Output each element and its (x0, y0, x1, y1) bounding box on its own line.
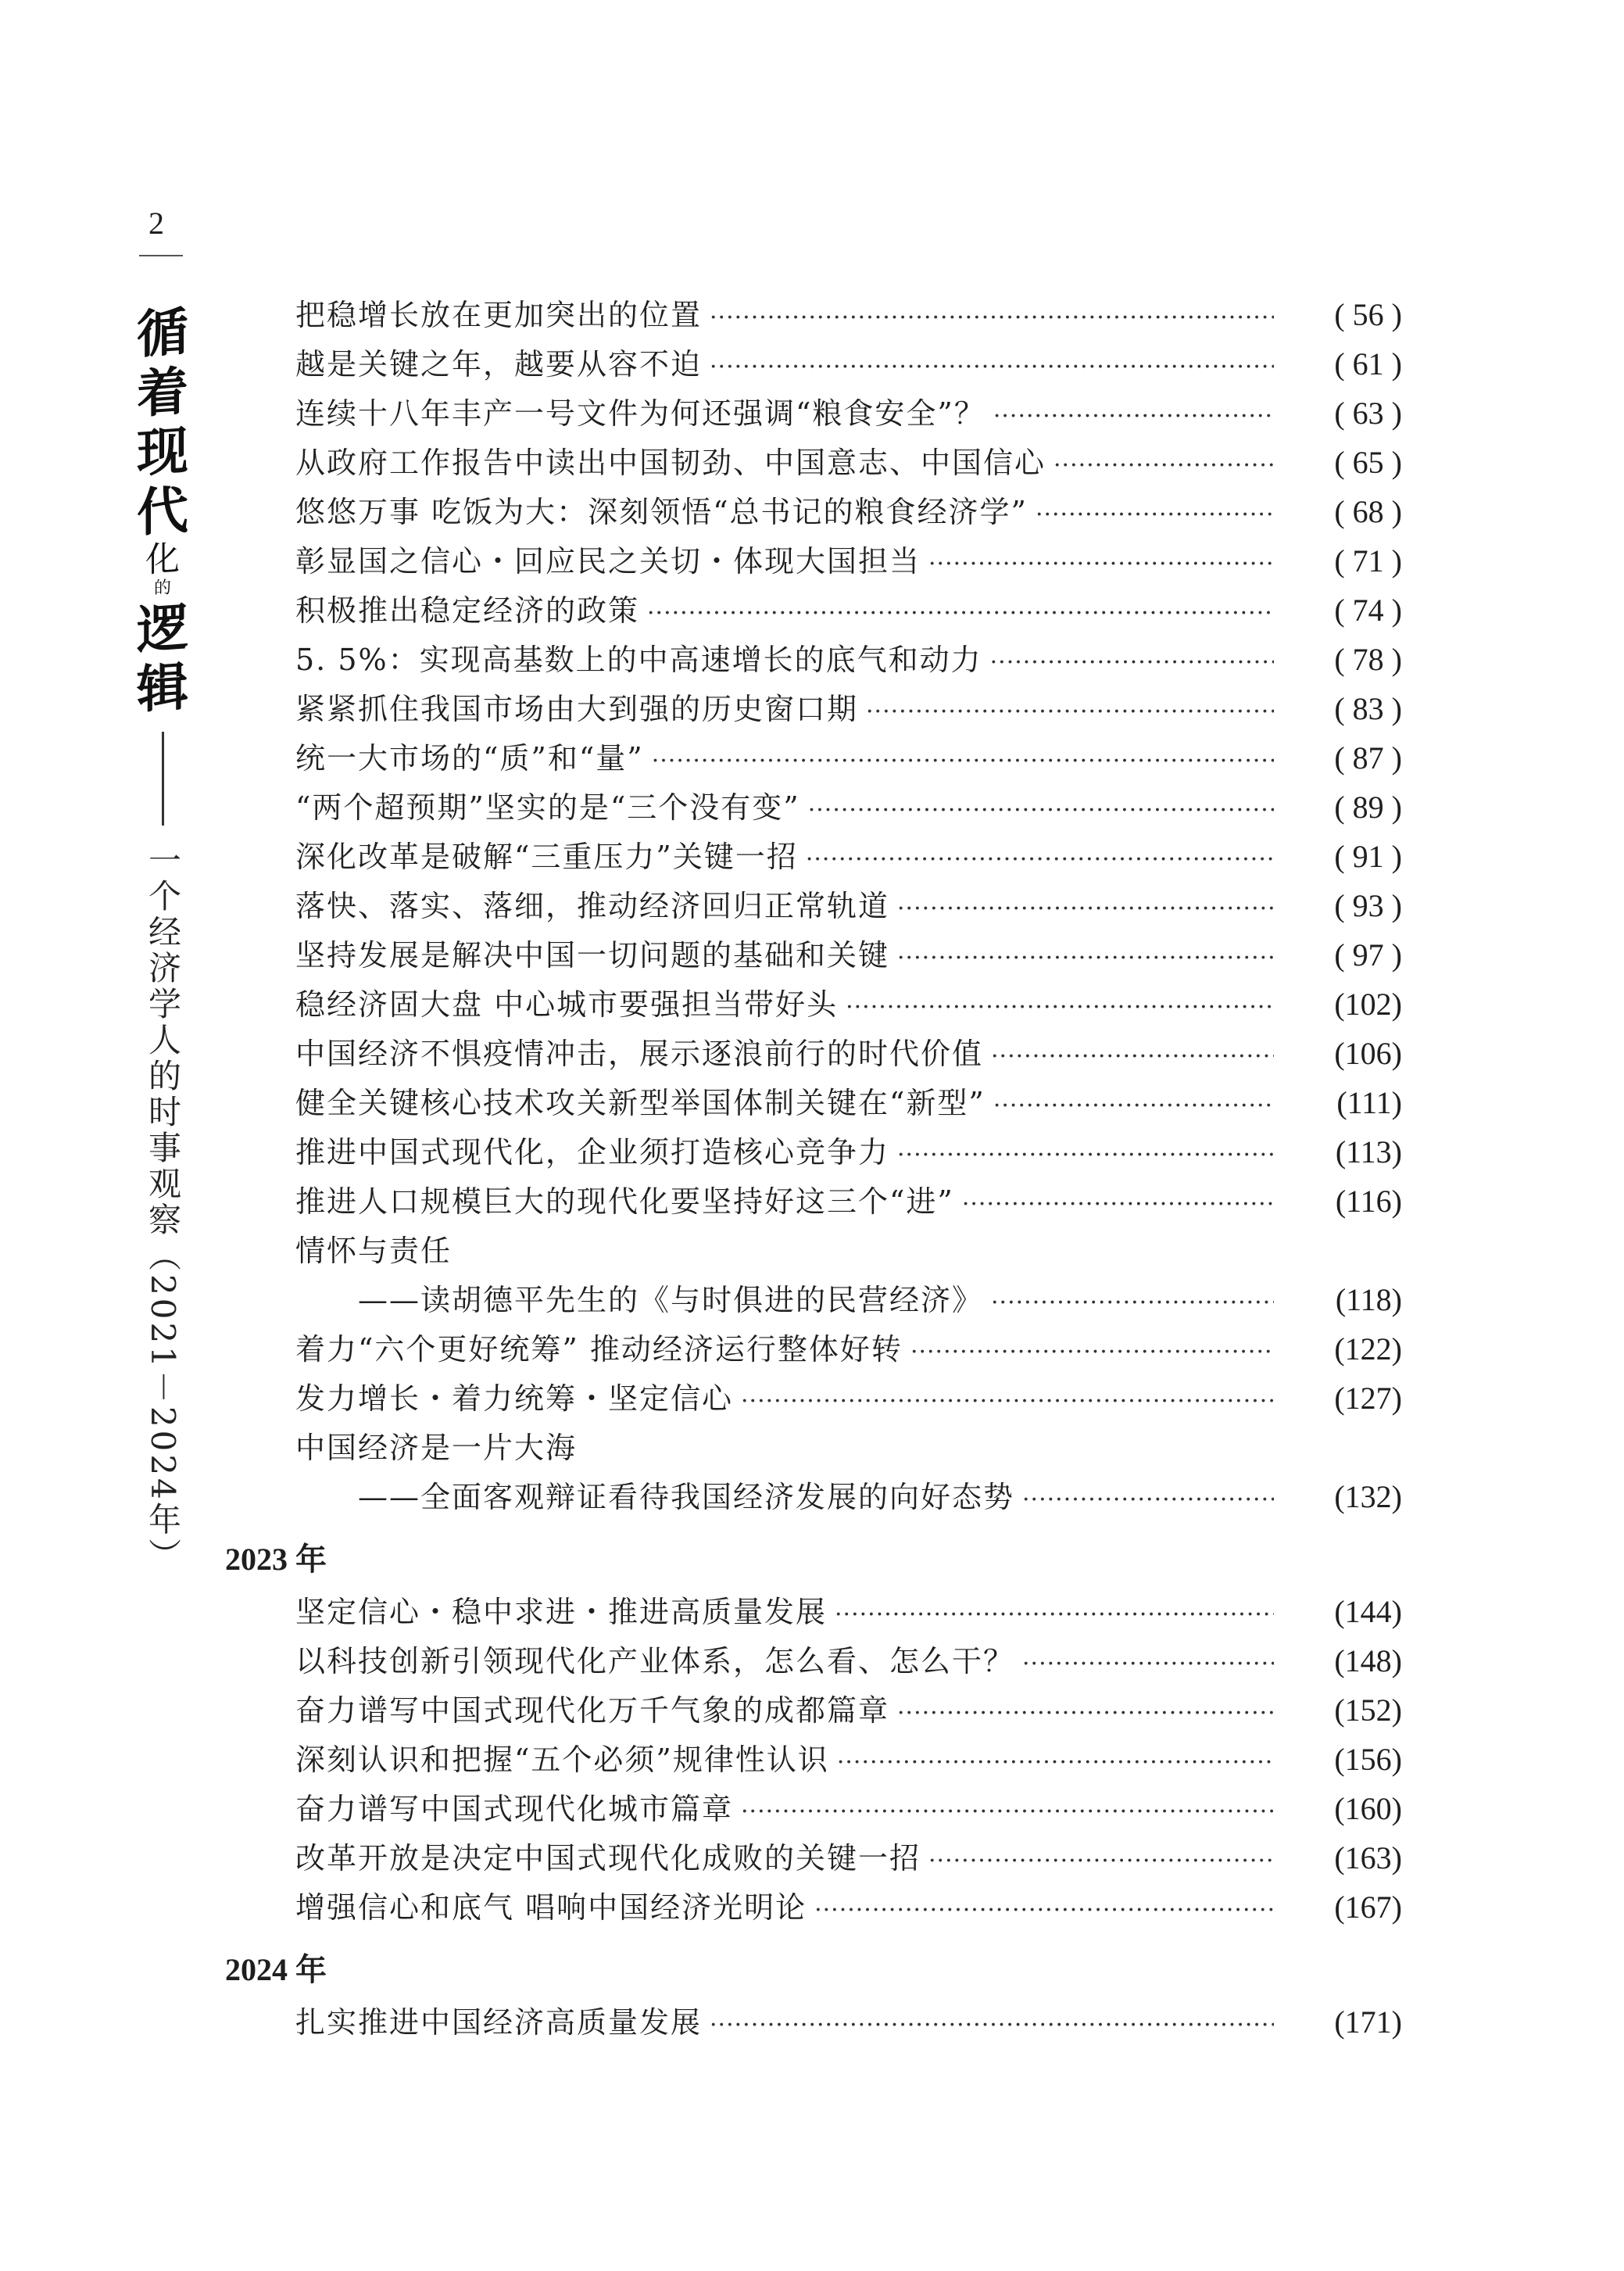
dot-leader (897, 895, 1274, 922)
entry-title: 着力“六个更好统筹” 推动经济运行整体好转 (295, 1332, 903, 1367)
dot-leader (652, 747, 1274, 775)
dot-leader (710, 353, 1274, 381)
dot-leader (647, 600, 1274, 627)
entry-page: (102) (1334, 987, 1402, 1022)
dot-leader (835, 1601, 1274, 1628)
toc-entry[interactable] (225, 1785, 1402, 1834)
entry-title: 连续十八年丰产一号文件为何还强调“粮食安全”？ (295, 396, 985, 431)
entry-subtitle: ——读胡德平先生的《与时俱进的民营经济》 (358, 1283, 984, 1317)
dot-leader (866, 698, 1274, 725)
entry-title: 紧紧抓住我国市场由大到强的历史窗口期 (295, 692, 859, 726)
entry-title: 以科技创新引领现代化产业体系，怎么看、怎么干？ (295, 1644, 1015, 1678)
toc-entry[interactable] (225, 1177, 1402, 1227)
title-char: 化 (145, 538, 180, 581)
dot-leader (897, 1700, 1274, 1727)
entry-page: ( 91 ) (1334, 839, 1402, 874)
toc-entry[interactable] (225, 1374, 1402, 1424)
entry-title: 坚定信心・稳中求进・推进高质量发展 (295, 1595, 828, 1629)
entry-page: (160) (1334, 1791, 1402, 1826)
dot-leader (1036, 501, 1274, 528)
toc-entry[interactable] (225, 340, 1402, 389)
entry-title: 稳经济固大盘 中心城市要强担当带好头 (295, 987, 839, 1022)
entry-title: “两个超预期”坚实的是“三个没有变” (295, 790, 800, 825)
title-char: 辑 (137, 655, 188, 721)
entry-title: 从政府工作报告中读出中国韧劲、中国意志、中国信心 (295, 446, 1046, 480)
dot-leader (897, 944, 1274, 972)
dot-leader (846, 994, 1274, 1021)
dot-leader (1022, 1650, 1274, 1678)
toc-entry[interactable] (225, 439, 1402, 488)
title-char: 的 (153, 578, 171, 599)
dot-leader (741, 1798, 1274, 1825)
dot-leader (962, 1191, 1274, 1218)
toc-entry[interactable] (225, 980, 1402, 1030)
entry-page: (118) (1335, 1282, 1402, 1317)
entry-page: ( 61 ) (1334, 346, 1402, 381)
toc-entry-subtitle[interactable] (225, 1276, 1402, 1325)
entry-title: 中国经济是一片大海 (295, 1431, 578, 1465)
toc-entry[interactable] (225, 636, 1402, 685)
section-year-2024: 2024 年 (225, 1951, 327, 1987)
entry-title: 坚持发展是解决中国一切问题的基础和关键 (295, 938, 890, 973)
entry-page: (163) (1334, 1840, 1402, 1875)
toc-entry-heading[interactable] (225, 1227, 1402, 1276)
entry-title: 增强信心和底气 唱响中国经济光明论 (295, 1890, 807, 1925)
toc-entry[interactable] (225, 1883, 1402, 1932)
entry-title: 统一大市场的“质”和“量” (295, 741, 644, 776)
dot-leader (808, 797, 1274, 824)
entry-page: ( 56 ) (1334, 297, 1402, 332)
dot-leader (837, 1749, 1274, 1776)
toc-entry[interactable] (225, 882, 1402, 931)
toc-entry-subtitle[interactable] (225, 1473, 1402, 1522)
title-char: 现 (137, 419, 188, 485)
entry-page: ( 74 ) (1334, 593, 1402, 628)
toc-entry[interactable] (225, 1998, 1402, 2047)
toc-entry[interactable] (225, 389, 1402, 439)
dot-leader (991, 1043, 1274, 1070)
entry-title: 把稳增长放在更加突出的位置 (295, 298, 703, 332)
toc-entry[interactable] (225, 1325, 1402, 1374)
toc-entry[interactable] (225, 1588, 1402, 1637)
toc-entry[interactable] (225, 291, 1402, 340)
toc-entry[interactable] (225, 783, 1402, 833)
toc-entry[interactable] (225, 833, 1402, 882)
title-char: 代 (137, 478, 188, 544)
toc-entry[interactable] (225, 1030, 1402, 1079)
dot-leader (910, 1338, 1274, 1366)
dot-leader (814, 1897, 1274, 1924)
toc-entry[interactable] (225, 1079, 1402, 1128)
entry-title: 悠悠万事 吃饭为大：深刻领悟“总书记的粮食经济学” (295, 495, 1028, 529)
dot-leader (990, 649, 1274, 676)
dot-leader (928, 1847, 1274, 1875)
book-subtitle: 一个经济学人的时事观察（2021－2024年） (144, 843, 182, 1574)
toc-entry[interactable] (225, 931, 1402, 980)
toc-entry[interactable] (225, 537, 1402, 586)
entry-title: 改革开放是决定中国式现代化成败的关键一招 (295, 1841, 921, 1875)
entry-title: 扎实推进中国经济高质量发展 (295, 2005, 703, 2040)
title-char: 着 (137, 360, 188, 425)
entry-title: 越是关键之年，越要从容不迫 (295, 347, 703, 381)
toc-entry[interactable] (225, 1128, 1402, 1177)
entry-page: ( 93 ) (1334, 888, 1402, 923)
title-char: 循 (137, 300, 188, 366)
entry-title: 推进中国式现代化，企业须打造核心竞争力 (295, 1135, 890, 1170)
entry-page: ( 71 ) (1334, 543, 1402, 578)
entry-page: (127) (1334, 1381, 1402, 1416)
entry-page: (116) (1335, 1184, 1402, 1219)
entry-page: (152) (1334, 1693, 1402, 1728)
entry-title: 落快、落实、落细，推动经济回归正常轨道 (295, 889, 890, 923)
book-title-calligraphy (137, 302, 188, 720)
entry-title: 奋力谱写中国式现代化城市篇章 (295, 1792, 734, 1826)
entry-page: ( 97 ) (1334, 937, 1402, 973)
entry-title: 健全关键核心技术攻关新型举国体制关键在“新型” (295, 1086, 985, 1120)
entry-title: 奋力谱写中国式现代化万千气象的成都篇章 (295, 1693, 890, 1728)
title-dash (162, 732, 164, 826)
dot-leader (1022, 1486, 1274, 1513)
dot-leader (741, 1388, 1274, 1415)
entry-page: (148) (1334, 1643, 1402, 1678)
toc-entry[interactable] (225, 734, 1402, 783)
table-of-contents (225, 291, 1402, 2047)
dot-leader (928, 550, 1274, 578)
entry-page: (144) (1334, 1594, 1402, 1629)
entry-page: ( 89 ) (1334, 790, 1402, 825)
toc-entry[interactable] (225, 685, 1402, 734)
dot-leader (897, 1141, 1274, 1169)
entry-page: (132) (1334, 1479, 1402, 1514)
toc-entry[interactable] (225, 586, 1402, 636)
entry-page: (122) (1334, 1331, 1402, 1367)
entry-title: 情怀与责任 (295, 1234, 453, 1268)
toc-entry[interactable] (225, 1686, 1402, 1735)
entry-subtitle: ——全面客观辩证看待我国经济发展的向好态势 (358, 1480, 1015, 1514)
page-number-rule (139, 255, 183, 256)
entry-title: 发力增长・着力统筹・坚定信心 (295, 1381, 734, 1416)
toc-entry-heading[interactable] (225, 1424, 1402, 1473)
entry-page: ( 87 ) (1334, 740, 1402, 776)
dot-leader (991, 1289, 1274, 1316)
entry-title: 中国经济不惧疫情冲击，展示逐浪前行的时代价值 (295, 1037, 984, 1071)
entry-title: 深刻认识和把握“五个必须”规律性认识 (295, 1743, 829, 1777)
entry-title: 积极推出稳定经济的政策 (295, 593, 640, 628)
entry-page: (113) (1335, 1134, 1402, 1170)
toc-entry[interactable] (225, 1735, 1402, 1785)
dot-leader (1053, 452, 1274, 479)
title-char: 逻 (137, 596, 188, 661)
toc-entry[interactable] (225, 1834, 1402, 1883)
book-title-vertical (131, 300, 194, 1574)
entry-title: 5. 5%：实现高基数上的中高速增长的底气和动力 (295, 643, 982, 677)
entry-title: 推进人口规模巨大的现代化要坚持好这三个“进” (295, 1184, 954, 1219)
entry-page: ( 63 ) (1334, 396, 1402, 431)
entry-page: (106) (1334, 1036, 1402, 1071)
dot-leader (993, 1092, 1274, 1119)
section-year-2023: 2023 年 (225, 1541, 327, 1577)
entry-page: ( 78 ) (1334, 642, 1402, 677)
entry-title: 深化改革是破解“三重压力”关键一招 (295, 840, 798, 874)
entry-page: ( 65 ) (1334, 445, 1402, 480)
toc-entry[interactable] (225, 488, 1402, 537)
entry-page: ( 68 ) (1334, 494, 1402, 529)
entry-page: ( 83 ) (1334, 691, 1402, 726)
page-number: 2 (148, 206, 164, 241)
entry-page: (111) (1336, 1085, 1402, 1120)
toc-entry[interactable] (225, 1637, 1402, 1686)
entry-page: (167) (1334, 1890, 1402, 1925)
dot-leader (806, 846, 1274, 873)
entry-title: 彰显国之信心・回应民之关切・体现大国担当 (295, 544, 921, 578)
entry-page: (171) (1334, 2004, 1402, 2040)
dot-leader (710, 2011, 1274, 2039)
entry-page: (156) (1334, 1742, 1402, 1777)
dot-leader (710, 304, 1274, 331)
dot-leader (993, 403, 1274, 430)
